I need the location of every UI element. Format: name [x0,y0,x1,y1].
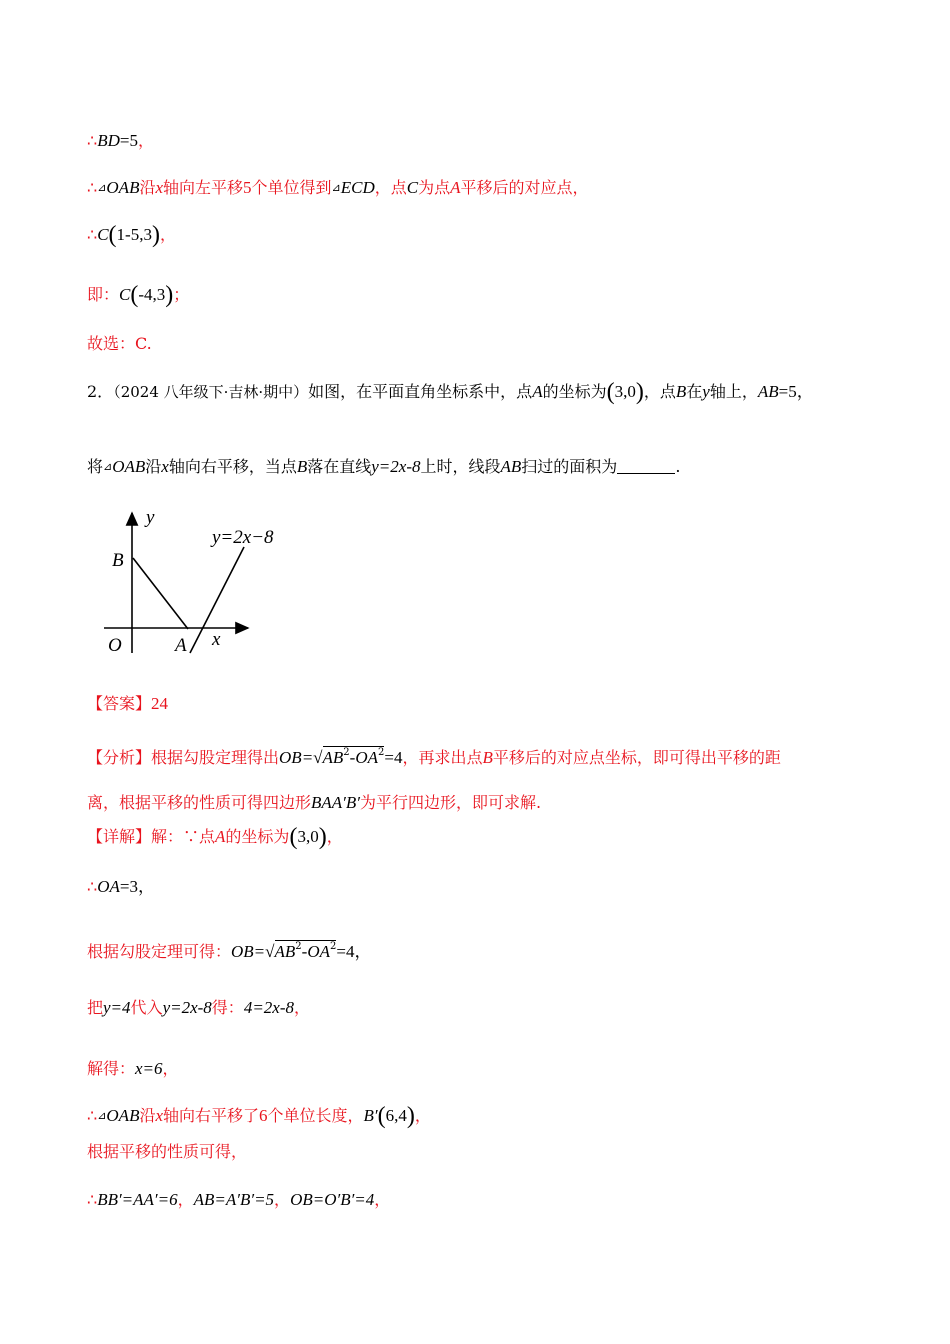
question-source: （2024 八年级下·吉林·期中） [113,383,309,401]
triangle-symbol: ⊿ [97,181,107,194]
line-oa: ∴OA=3， [87,877,155,896]
line-property: 根据平移的性质可得， [87,1142,248,1161]
answer-value: 24 [151,694,169,713]
line-bd: ∴BD=5， [87,131,154,150]
line-equation-label: y=2x−8 [212,527,274,548]
point-a-label: A [175,635,187,656]
x-axis-label: x [212,629,221,650]
coordinate-figure [100,505,300,665]
detail-line: 【详解】解：∵点A的坐标为(3,0)， [87,824,343,850]
line-translate-left: ∴⊿OAB沿x轴向左平移5个单位得到⊿ECD，点C为点A平移后的对应点， [87,178,589,197]
sqrt-expression: $√AB^2-OA^2$ [265,941,337,961]
line-move-right: ∴⊿OAB沿x轴向右平移了6个单位长度，B′(6,4)， [87,1103,431,1129]
answer-blank[interactable] [617,459,675,474]
line-final: ∴BB′=AA′=6，AB=A′B′=5，OB=O′B′=4， [87,1190,391,1209]
y-axis-label: y [146,507,155,528]
line-substitute: 把y=4代入y=2x-8得：4=2x-8， [87,998,311,1017]
sqrt-expression: $√AB^2-OA^2$ [313,747,385,767]
answer-line [87,693,168,715]
line-choice: 故选：C. [87,334,152,353]
question-2-line-2: 将⊿OAB沿x轴向右平移，当点B落在直线y=2x-8上时，线段AB扫过的面积为 . [87,457,681,476]
analysis-line-2: 离，根据平移的性质可得四边形BAA′B′为平行四边形，即可求解. [87,793,542,812]
line-ji: 即：C(-4,3)； [87,282,190,308]
line-pythagoras: 根据勾股定理可得：$OB=√AB^2-OA^2=4$， [87,936,371,963]
segment-ab [133,558,188,629]
origin-label: O [108,635,122,656]
therefore-symbol: ∴ [87,131,98,150]
answer-label: 【答案】 [87,694,152,713]
point-b-label: B [112,550,124,571]
question-2-line-1: 2．（2024 八年级下·吉林·期中）如图，在平面直角坐标系中，点A的坐标为(3,0)，点B在y轴上，AB=5， [87,379,814,405]
question-number: 2． [87,382,114,401]
analysis-line-1: 【分析】根据勾股定理得出$OB=√AB^2-OA^2=4$，再求出点B平移后的对应点坐标，即可得出平移的距 [87,742,781,769]
line-solve: 解得：x=6， [87,1059,179,1078]
line-c-coordinate: ∴C(1-5,3)， [87,222,176,248]
